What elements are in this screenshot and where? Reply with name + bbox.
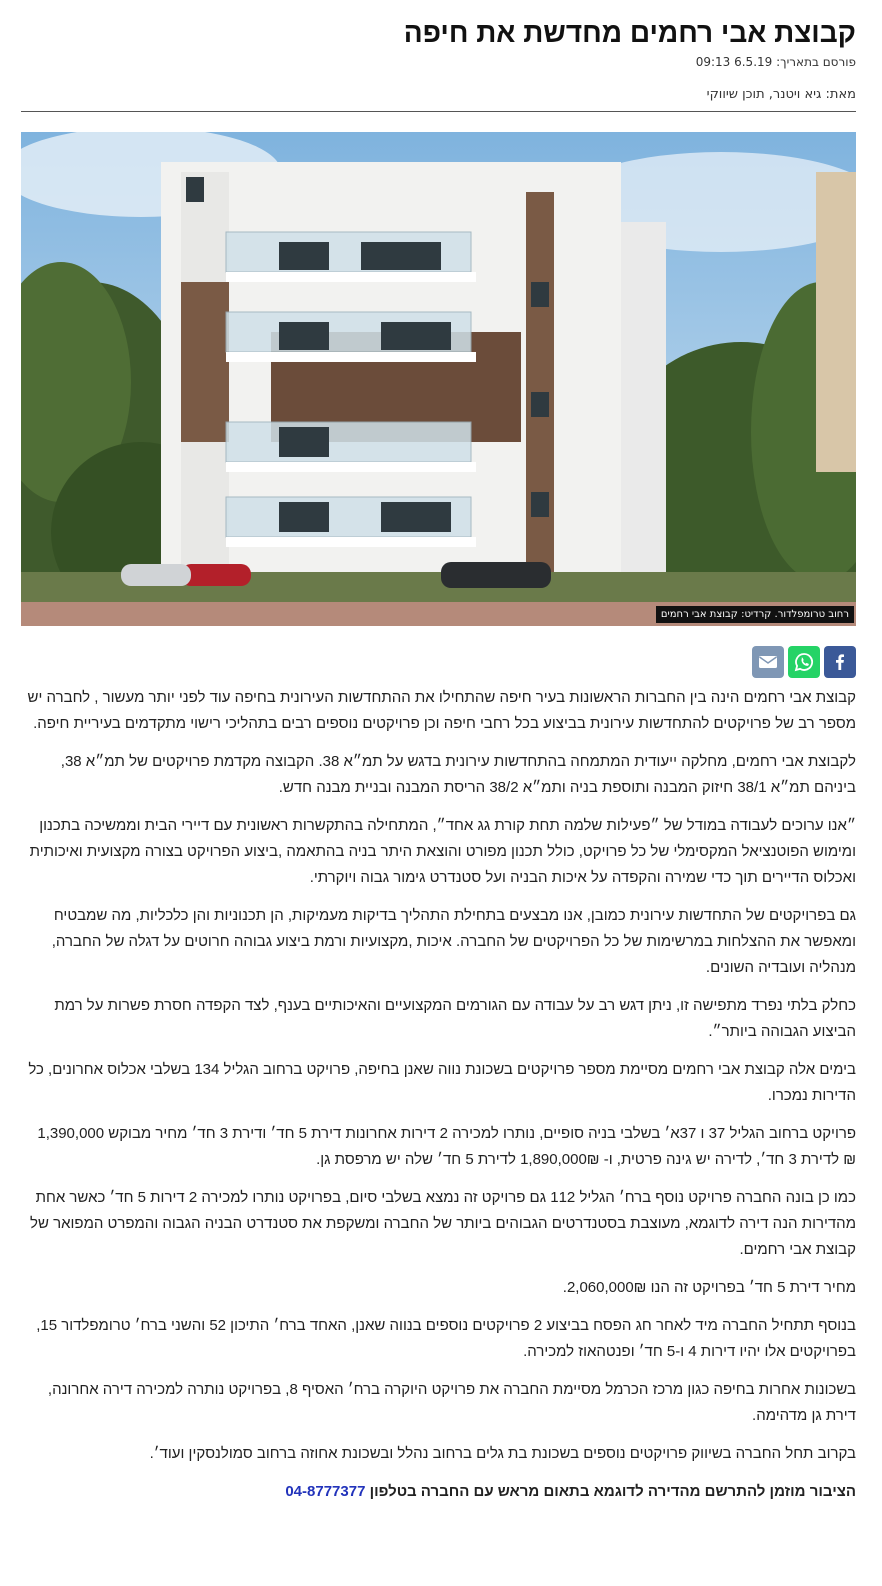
article-body [24, 685, 856, 1517]
paragraph-8: כמו כן בונה החברה פרויקט נוסף ברח׳ הגליל 112 גם פרויקט זה נמצא בשלבי סיום, בפרויקט נותרו למכירה 2 דירות 5 חד׳ כאשר אחת מהדירות הנה דירה לדוגמא, מעוצבת בסטנדרטים הגבוהים ביותר של החברה ומשקפת את סטנדרט הבניה הגבוה והמפרט המפואר של קבוצת אבי רחמים. [30, 1189, 856, 1258]
facebook-icon [831, 653, 849, 671]
whatsapp-icon [794, 652, 814, 672]
building-rendering [21, 132, 856, 626]
paragraph-4: גם בפרויקטים של התחדשות עירונית כמובן, אנו מבצעים בתחילת התהליך בדיקות מעמיקות, הן תכנוניות והן כלכליות, מה שמבטיח ומאפשר את ההצלחות במרשימות של כל הפרויקטים של החברה. איכות ,מקצועיות ורמת ביצוע גבוהה חרוטים על דגלה של החברה, מנהליה ועובדיה השונים. [51, 907, 856, 976]
phone-number[interactable]: 04-8777377 [285, 1483, 366, 1500]
call-to-action [24, 1479, 856, 1505]
paragraph-6: בימים אלה קבוצת אבי רחמים מסיימת מספר פרויקטים בשכונת נווה שאנן בחיפה, פרויקט ברחוב הגליל 134 בשלבי אכלוס אחרונים, כל הדירות נמכרו. [28, 1061, 856, 1104]
whatsapp-share-button[interactable] [788, 646, 820, 678]
author-line: מאת: גיא ויטנר, תוכן שיווקי [706, 87, 856, 102]
facebook-share-button[interactable] [824, 646, 856, 678]
paragraph-1: קבוצת אבי רחמים הינה בין החברות הראשונות בעיר חיפה שהתחילו את ההתחדשות העירונית בחיפה עוד לפני יותר מעשור , לחברה יש מספר רב של פרויקטים להתחדשות עירונית בביצוע בכל רחבי חיפה וכן פרויקטים נוספים רבים בתהליכי רישוי מתקדמים בעיריית חיפה. [27, 689, 856, 732]
paragraph-3: ״אנו ערוכים לעבודה במודל של ״פעילות שלמה תחת קורת גג אחד״, המתחילה בהתקשרות ראשונית עם דיירי הבית וממשיכה בתכנון ומימוש הפוטנציאל המקסימלי של כל פרויקט, כולל תכנון מפורט והוצאת היתר בניה בהתאמה ,ביצוע הפרויקט בצורה מקצועית ואיכותית ואכלוס הדיירים תוך כדי שמירה והקפדה על איכות הבניה ועל סטנדרט גימור גבוה ויוקרתי. [29, 817, 856, 886]
paragraph-7: פרויקט ברחוב הגליל 37 ו 37א׳ בשלבי בניה סופיים, נותרו למכירה 2 דירות אחרונות דירת 5 חד׳ ודירת 3 חד׳ מחיר מבוקש 1,390,000 ₪ לדירת 3 חד׳, לדירה יש גינה פרטית, ו- 1,890,000₪ לדירת 5 חד׳ שלה יש מרפסת גן. [37, 1125, 856, 1168]
email-icon [758, 654, 778, 670]
cta-text: הציבור מוזמן להתרשם מהדירה לדוגמא בתאום מראש עם החברה בטלפון [369, 1483, 856, 1500]
hero-image [21, 132, 856, 626]
share-bar [752, 646, 856, 678]
paragraph-2: לקבוצת אבי רחמים, מחלקה ייעודית המתמחה בהתחדשות עירונית בדגש על תמ״א 38. הקבוצה מקדמת פרויקטים של תמ״א 38, ביניהם תמ״א 38/1 חיזוק המבנה ותוספת בניה ותמ״א 38/2 הריסת המבנה ובניית מבנה חדש. [60, 753, 856, 796]
paragraph-12: בקרוב תחל החברה בשיווק פרויקטים נוספים בשכונת בת גלים ברחוב נהלל ובשכונת אחוזה ברחוב סמולנסקין ועוד׳. [149, 1445, 856, 1462]
article-title: קבוצת אבי רחמים מחדשת את חיפה [403, 17, 856, 48]
paragraph-5: כחלק בלתי נפרד מתפישה זו, ניתן דגש רב על עבודה עם הגורמים המקצועיים והאיכותיים בענף, לצד הקפדה חסרת פשרות על רמת הביצוע הגבוהה ביותר״. [54, 997, 856, 1040]
publish-date: פורסם בתאריך: 6.5.19 09:13 [695, 55, 856, 69]
paragraph-9: מחיר דירת 5 חד׳ בפרויקט זה הנו 2,060,000₪. [562, 1279, 856, 1296]
paragraph-10: בנוסף תתחיל החברה מיד לאחר חג הפסח בביצוע 2 פרויקטים נוספים בנווה שאנן, האחד ברח׳ התיכון 52 והשני ברח׳ טרומפלדור 15, בפרויקטים אלו יהיו דירות 4 ו-5 חד׳ ופנטהאוז למכירה. [36, 1317, 856, 1360]
header-divider [21, 111, 856, 112]
paragraph-11: בשכונות אחרות בחיפה כגון מרכז הכרמל מסיימת החברה את פרויקט היוקרה ברח׳ האסיף 8, בפרויקט נותרה למכירה דירה אחרונה, דירת גן מדהימה. [47, 1381, 856, 1424]
email-share-button[interactable] [752, 646, 784, 678]
image-credit: רחוב טרומפלדור. קרדיט: קבוצת אבי רחמים [656, 606, 854, 623]
